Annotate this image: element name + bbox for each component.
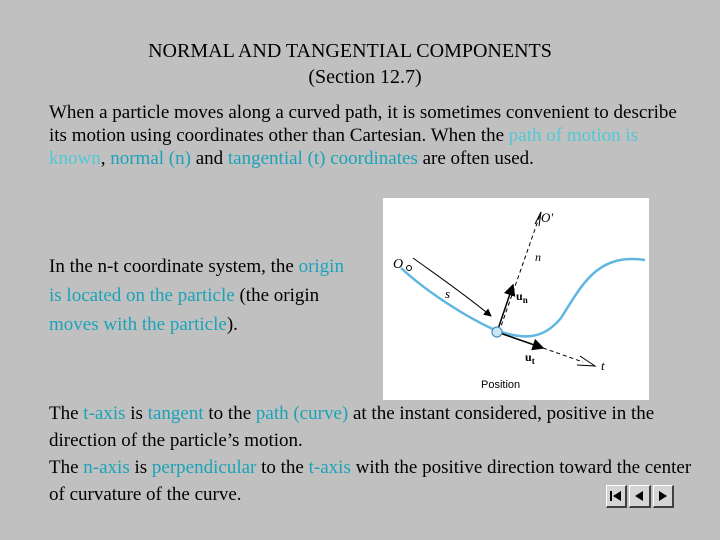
unit-normal-vector [497, 285, 513, 332]
particle [492, 327, 502, 337]
p3-text-2: is [125, 403, 148, 424]
next-slide-button[interactable] [653, 485, 674, 508]
figure-caption: Position [481, 379, 521, 391]
slide-title [0, 38, 720, 90]
p2-text-3: ). [226, 314, 238, 335]
intro-paragraph [49, 101, 699, 170]
label-n: n [535, 250, 541, 264]
p3-text-4: at the instant considered, positive in the direction of the particle’s motion. [49, 403, 655, 451]
p1-highlight-path-known: path of motion is known [49, 125, 639, 169]
p3-text-5: The [49, 457, 84, 478]
origin-point-O [407, 266, 412, 271]
p3-highlight-t-axis-2: t-axis [308, 457, 351, 478]
slide-navigation [606, 485, 674, 507]
label-t: t [601, 358, 605, 373]
label-O-prime: O′ [541, 210, 554, 225]
first-slide-button[interactable] [606, 485, 627, 508]
p3-highlight-t-axis: t-axis [83, 403, 126, 424]
p2-highlight-origin: origin is located on the particle [49, 256, 344, 306]
p3-highlight-tangent: tangent [147, 403, 204, 424]
p3-highlight-perpendicular: perpendicular [151, 457, 257, 478]
p2-text-1: In the n-t coordinate system, the [49, 256, 299, 277]
nt-diagram [383, 198, 649, 400]
p2-highlight-moves: moves with the particle [49, 314, 227, 335]
p3-text-6: is [129, 457, 152, 478]
previous-slide-button[interactable] [629, 485, 650, 508]
next-slide-icon [656, 489, 670, 503]
p1-text-1: When a particle moves along a curved path, it is sometimes convenient to describe its motion using coordinates other than Cartesian. When the [49, 102, 677, 146]
p3-text-8: with the positive direction toward the center of curvature of the curve. [49, 457, 692, 505]
label-un: $u_n$ [516, 289, 528, 305]
label-s: s [445, 286, 451, 301]
title-line-2: (Section 12.7) [308, 66, 422, 88]
p3-text-7: to the [256, 457, 309, 478]
normal-dashed-line [499, 212, 541, 332]
origin-paragraph [49, 252, 349, 339]
p1-highlight-tangential: tangential (t) coordinates [227, 148, 418, 169]
title-line-1: NORMAL AND TANGENTIAL COMPONENTS [148, 40, 552, 62]
tangent-dashed-line [543, 348, 583, 362]
p1-highlight-normal: normal (n) [110, 148, 191, 169]
p3-text-1: The [49, 403, 84, 424]
previous-slide-icon [632, 489, 646, 503]
label-O: O [393, 257, 404, 272]
p1-text-3: and [190, 148, 228, 169]
label-ut: $u_t$ [525, 350, 535, 366]
p3-highlight-path-curve: path (curve) [255, 403, 349, 424]
p2-text-2: (the origin [234, 285, 320, 306]
p1-text-4: are often used. [417, 148, 534, 169]
p3-text-3: to the [203, 403, 256, 424]
nt-coordinate-figure [383, 198, 649, 400]
p3-highlight-n-axis: n-axis [83, 457, 130, 478]
p1-text-2: , [100, 148, 111, 169]
first-slide-icon [609, 489, 623, 503]
